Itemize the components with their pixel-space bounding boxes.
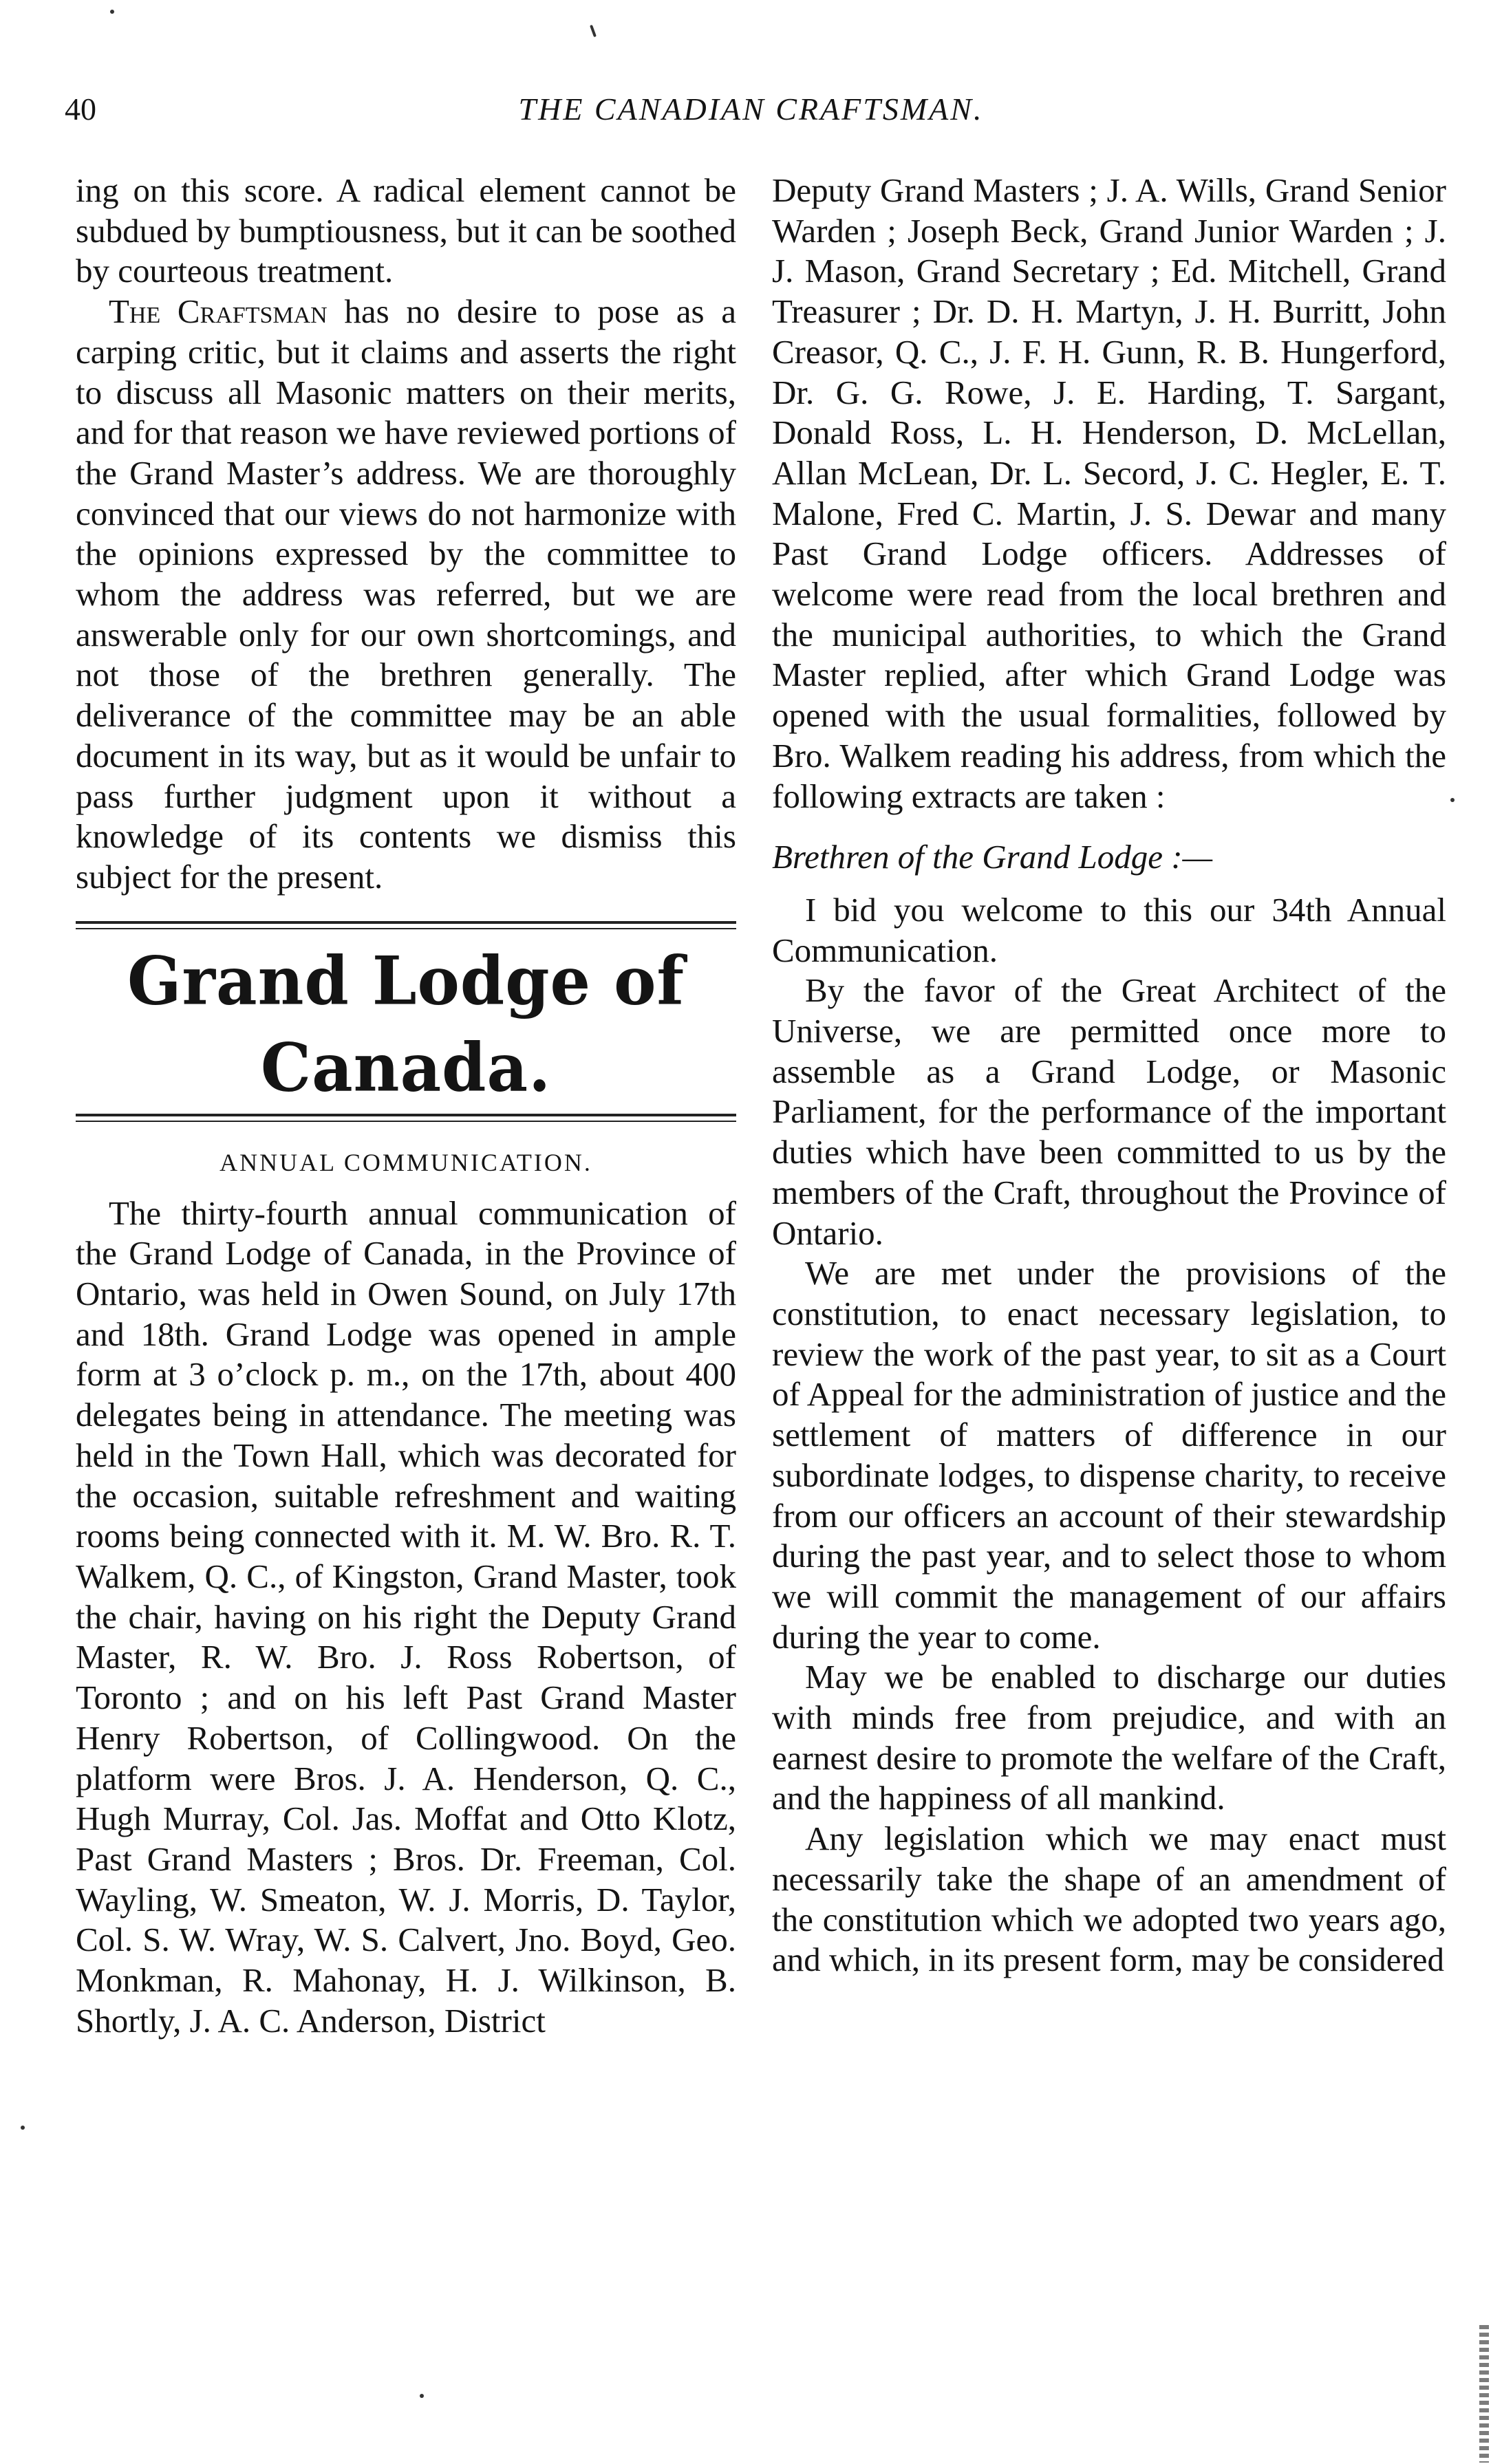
paragraph-officers-list: Deputy Grand Masters ; J. A. Wills, Grand Senior Warden ; Joseph Beck, Grand Junior Warden ; J. J. Mason, Grand Secretary ; Ed. Mitchell, Grand Treasurer ; Dr. D. H. Martyn, J. H. Burritt, John Creasor, Q. C., J. F. H. Gunn, R. B. Hungerford, Dr. G. G. Rowe, J. E. Harding, T. Sargant, Donald Ross, L. H. Henderson, D. McLellan, Allan McLean, Dr. L. Secord, J. C. Hegler, E. T. Malone, Fred C. Martin, J. S. Dewar and many Past Grand Lodge officers. Addresses of welcome were read from the local brethren and the municipal authorities, to which the Grand Master replied, after which Grand Lodge was opened with the usual formalities, followed by Bro. Walkem reading his address, from which the following extracts are taken : xyxy=(772,171,1446,815)
paragraph-legislation: Any legislation which we may enact must necessarily take the shape of an amendment of the constitution which we adopted two years ago, and which, in its present form, may be considered xyxy=(772,1819,1446,1979)
page-header xyxy=(0,0,1502,144)
paragraph-annual-communication: The thirty-fourth annual communication of the Grand Lodge of Canada, in the Province of Ontario, was held in Owen Sound, on July 17th and 18th. Grand Lodge was opened in ample form at 3 o’clock p. m., on the 17th, about 400 delegates being in attendance. The meeting was held in the Town Hall, which was decorated for the occasion, suitable refreshment and waiting rooms being connected with it. M. W. Bro. R. T. Walkem, Q. C., of Kingston, Grand Master, took the chair, having on his right the Deputy Grand Master, R. W. Bro. J. Ross Robertson, of Toronto ; and on his left Past Grand Master Henry Robertson, of Collingwood. On the platform were Bros. J. A. Henderson, Q. C., Hugh Murray, Col. Jas. Moffat and Otto Klotz, Past Grand Masters ; Bros. Dr. Freeman, Col. Wayling, W. Smeaton, W. J. Morris, D. Taylor, Col. S. W. Wray, W. S. Calvert, Jno. Boyd, Geo. Monkman, R. Mahonay, H. J. Wilkinson, B. Shortly, J. A. C. Anderson, District xyxy=(76,1193,736,2040)
paragraph-welcome: I bid you welcome to this our 34th Annual Communication. xyxy=(772,890,1446,969)
running-title: THE CANADIAN CRAFTSMAN. xyxy=(518,91,984,127)
right-column xyxy=(772,171,1446,1980)
print-speck xyxy=(21,2126,25,2130)
section-subtitle: ANNUAL COMMUNICATION. xyxy=(219,1148,592,1176)
paragraph-duties: May we be enabled to discharge our duties with minds free from prejudice, and with an earnest desire to promote the welfare of the Craft, and the happiness of all mankind. xyxy=(772,1658,1446,1817)
page-edge-noise xyxy=(1479,2325,1489,2463)
paragraph-craftsman-position xyxy=(76,292,736,898)
print-speck xyxy=(110,10,114,14)
section-title: Grand Lodge of Canada. xyxy=(127,941,685,1107)
paragraph-continuation: ing on this score. A radical element cannot be subdued by bumptiousness, but it can be soothed by courteous treatment. xyxy=(76,171,736,290)
paragraph-text: has no desire to pose as a carping critic, but it claims and asserts the right to discuss all Masonic matters on their merits, and for that reason we have reviewed portions of the Grand Master’s address. We are thoroughly convinced that our views do not harmonize with the opinions expressed by the committee to whom the address was referred, but we are answerable only for our own shortcomings, and not those of the brethren generally. The deliverance of the committee may be an able document in its way, but as it would be unfair to pass further judgment upon it without a knowledge of its contents we dismiss this subject for the present. xyxy=(76,292,737,896)
print-speck xyxy=(420,2394,424,2398)
page-number: 40 xyxy=(65,91,96,127)
publication-name: The Craftsman xyxy=(109,292,328,331)
left-column xyxy=(76,171,736,2041)
salutation: Brethren of the Grand Lodge :— xyxy=(772,838,1213,876)
double-rule-bottom xyxy=(76,1114,736,1122)
paragraph-great-architect: By the favor of the Great Architect of the Universe, we are permitted once more to assemble as a Grand Lodge, or Masonic Parliament, for the performance of the important duties which have been committed to us by the members of the Craft, throughout the Province of Ontario. xyxy=(772,971,1446,1252)
paragraph-provisions: We are met under the provisions of the constitution, to enact necessary legislation, to review the work of the past year, to sit as a Court of Appeal for the administration of justice and the settlement of matters of difference in our subordinate lodges, to dispense charity, to receive from our officers an account of their stewardship during the past year, and to select those to whom we will commit the management of our affairs during the year to come. xyxy=(772,1254,1446,1656)
double-rule-top xyxy=(76,921,736,929)
print-speck xyxy=(1450,798,1455,802)
